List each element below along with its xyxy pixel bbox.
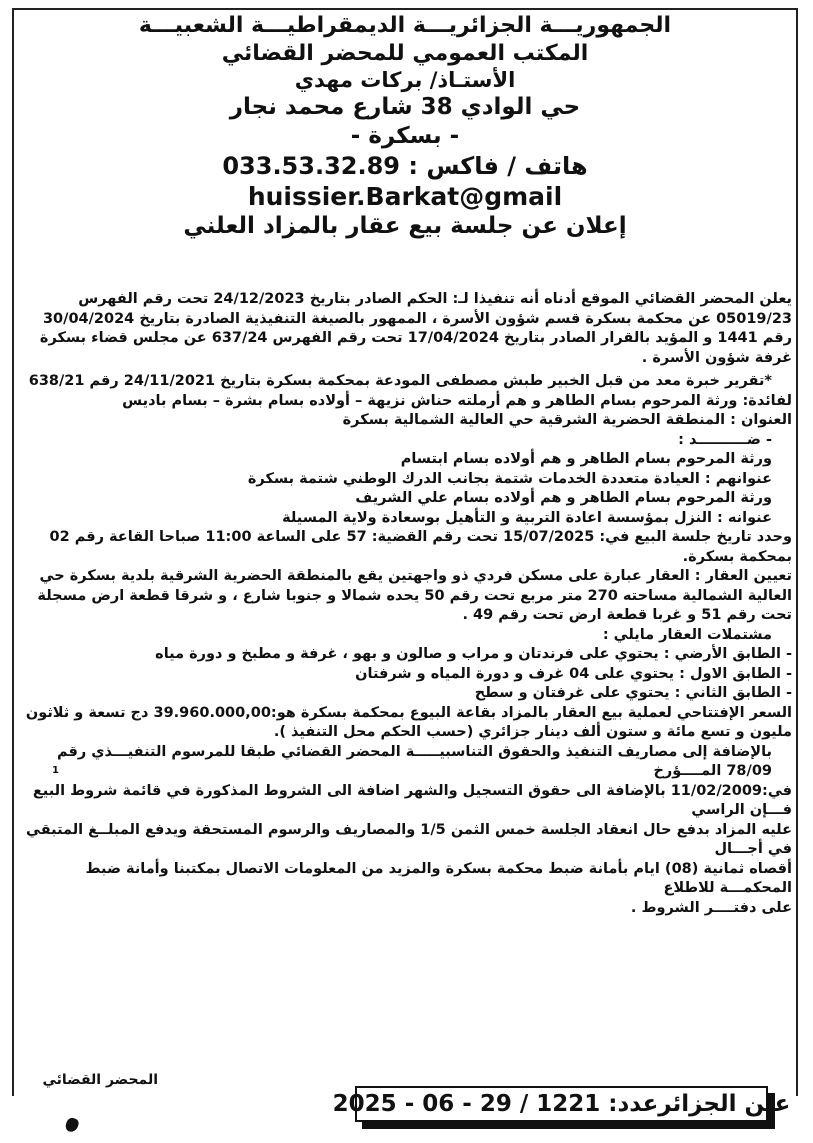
announcement-title: إعلان عن جلسة بيع عقار بالمزاد العلني xyxy=(183,213,627,239)
phone-label: هاتف / فاكس : xyxy=(408,151,588,180)
judgment-paragraph: يعلن المحضر القضائي الموقع أدناه أنه تنفيذا لـ: الحكم الصادر بتاريخ 24/12/2023 تحت رقم الفهرس 05019/23 عن محكمة بسكرة قسم شؤون الأسرة ، الممهور بالصيغة التنفيذية الصادرة بتاريخ 30/04/2024 رقم 1441 و المؤيد بالقرار الصادر بتاريخ 17/04/2024 تحت رقم الفهرس 637/24 عن مجلس قضاء بسكرة غرفة شؤون الأسرة . xyxy=(39,291,792,366)
against-label: - ضــــــــــد : xyxy=(678,431,772,448)
expert-report: *تقرير خبرة معد من قبل الخبير طبش مصطفى المودعة بمحكمة بسكرة بتاريخ 24/11/2021 رقم 638/21 xyxy=(28,373,772,389)
ink-mark xyxy=(64,1116,80,1133)
registration-fees: في:11/02/2009 بالإضافة الى حقوق التسجيل والشهر اضافة الى الشروط المذكورة في قائمة شروط البيع فـــإن الراسي xyxy=(32,782,792,818)
email-address: huissier.Barkat@gmail xyxy=(247,181,563,211)
office-address: حي الوادي 38 شارع محمد نجار xyxy=(229,94,581,121)
footnote-mark: 1 xyxy=(52,765,59,776)
letterhead xyxy=(12,12,798,241)
terms-book: على دفتــــر الشروط . xyxy=(630,899,792,916)
announcement-body xyxy=(20,290,792,918)
phone-line xyxy=(12,151,798,181)
phone-number: 033.53.32.89 xyxy=(222,151,400,180)
signature: المحضر القضائي xyxy=(42,1072,158,1088)
property-contents-label: مشتملات العقار مايلي : xyxy=(602,626,772,643)
defendants-2: ورثة المرحوم بسام الطاهر و هم أولاده بسام علي الشريف xyxy=(355,490,772,506)
ground-floor: - الطابق الأرضي : يحتوي على فرندتان و مراب و صالون و بهو ، غرفة و مطبخ و دورة مياه xyxy=(155,646,792,662)
payment-deadline: أقصاه ثمانية (08) ايام بأمانة ضبط محكمة بسكرة والمزيد من المعلومات الاتصال بمكتبنا وأمانة ضبط المحكمـــة للاطلاع xyxy=(85,860,792,896)
additional-fees: بالإضافة إلى مصاريف التنفيذ والحقوق التناسبيـــــة المحضر القضائي طبقا للمرسوم التنفيـــذي رقم 78/09 المــــؤرخ xyxy=(56,743,772,779)
defendants-1-address: عنوانهم : العيادة متعددة الخدمات شتمة بجانب الدرك الوطني شتمة بسكرة xyxy=(247,470,772,487)
first-floor: - الطابق الاول : يحتوي على 04 غرف و دورة المياه و شرفتان xyxy=(355,665,792,682)
property-description: تعيين العقار : العقار عبارة على مسكن فردي ذو واجهتين يقع بالمنطقة الحضرية الشرقية بلدية بسكرة حي العالية الشمالية مساحته 270 متر مربع تحت رقم 50 يحده شمالا و جنوبا شارع ، و شرقا قطعة ارض مسجلة تحت رقم 51 و غربا قطعة ارض تحت رقم 49 . xyxy=(37,568,792,623)
defendants-1: ورثة المرحوم بسام الطاهر و هم أولاده بسام ابتسام xyxy=(400,451,772,467)
republic-line: الجمهوريـــة الجزائريـــة الديمقراطيـــة الشعبيـــة xyxy=(138,13,672,38)
defendants-2-address: عنوانه : النزل بمؤسسة اعادة التربية و التأهيل بوسعادة ولاية المسيلة xyxy=(282,509,772,526)
publication-reference: عين الجزائرعدد: 1221 / 29 - 06 - 2025 xyxy=(355,1086,768,1122)
office-line: المكتب العمومي للمحضر القضائي xyxy=(221,40,589,66)
office-city: - بسكرة - xyxy=(350,123,460,149)
second-floor: - الطابق الثاني : يحتوي على غرفتان و سطح xyxy=(474,685,792,701)
bailiff-name: الأستـاذ/ بركات مهدي xyxy=(294,68,516,92)
opening-price: السعر الإفتتاحي لعملية بيع العقار بالمزاد بقاعة البيوع بمحكمة بسكرة هو:39.960.000,00 دج تسعة و ثلاثون مليون و تسع مائة و ستون ألف دينار جزائري (حسب الحكم محل التنفيذ ). xyxy=(25,704,792,740)
beneficiaries: لفائدة: ورثة المرحوم بسام الطاهر و هم أرملته حناش نزيهة – أولاده بسام بشرة – بسام باديس xyxy=(122,392,792,409)
payment-terms: عليه المزاد بدفع حال انعقاد الجلسة خمس الثمن 1/5 والمصاريف والرسوم المستحقة ويدفع المبلــغ المتبقي في أجـــال xyxy=(26,821,792,857)
beneficiaries-address: العنوان : المنطقة الحضرية الشرقية حي العالية الشمالية بسكرة xyxy=(342,412,792,428)
sale-session: وحدد تاريخ جلسة البيع في: 15/07/2025 تحت رقم القضية: 57 على الساعة 11:00 صباحا القاعة رقم 02 بمحكمة بسكرة. xyxy=(49,529,792,565)
